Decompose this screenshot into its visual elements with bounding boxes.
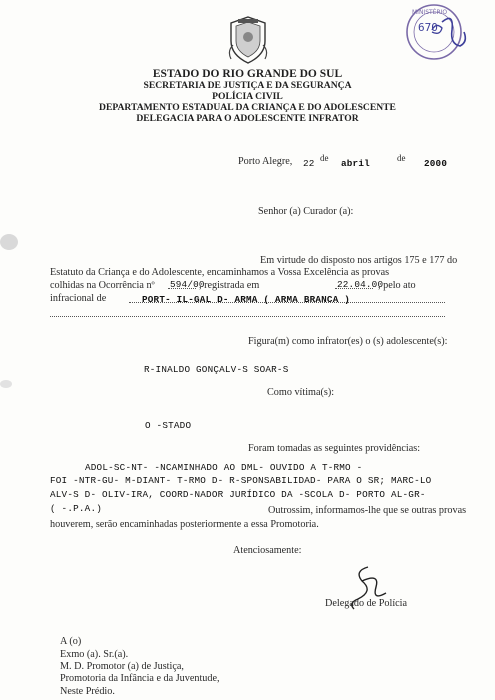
header-secretariat: SECRETARIA DE JUSTIÇA E DA SEGURANÇA <box>143 80 352 91</box>
measures-label: Foram tomadas as seguintes providências: <box>248 443 421 454</box>
date-day: 22 <box>303 158 315 169</box>
date-de-2: de <box>397 153 406 163</box>
closing-line-2: houverem, serão encaminhadas posteriormente a essa Promotoria. <box>50 519 319 530</box>
body-line-3a: colhidas na Ocorrência nº <box>50 280 155 291</box>
svg-text:MINISTÉRIO: MINISTÉRIO <box>412 9 448 16</box>
recipient-line-4: Promotoria da Infância e da Juventude, <box>60 673 220 684</box>
body-line-1: Em virtude do disposto nos artigos 175 e 177 do <box>260 255 458 266</box>
header-state: ESTADO DO RIO GRANDE DO SUL <box>152 68 343 80</box>
body-line-4a: infracional de <box>50 293 107 304</box>
date-year: 2000 <box>424 158 448 169</box>
header-department: DEPARTAMENTO ESTADUAL DA CRIANÇA E DO ADOLESCENTE <box>99 102 396 113</box>
occurrence-number: 594/00 <box>170 279 205 290</box>
infractors-label: Figura(m) como infrator(es) o (s) adolescente(s): <box>248 336 448 347</box>
date-month: abril <box>341 158 370 169</box>
stamp-number: 670 <box>418 21 438 34</box>
coat-of-arms-icon <box>225 15 271 65</box>
header-delegacia: DELEGACIA PARA O ADOLESCENTE INFRATOR <box>136 113 359 124</box>
registered-date: 22.04.00 <box>337 279 384 290</box>
body-line-3c: , pelo ato <box>378 280 416 291</box>
regards: Atenciosamente: <box>233 545 302 556</box>
header-police: POLÍCIA CIVIL <box>212 91 283 102</box>
body-line-2: Estatuto da Criança e do Adolescente, encaminhamos a Vossa Excelência as provas <box>50 267 390 278</box>
victim-name: O -STADO <box>145 420 192 431</box>
date-city: Porto Alegre, <box>238 156 293 167</box>
closing-line-1: Outrossim, informamos-lhe que se outras provas <box>268 505 467 516</box>
punch-hole-mark <box>0 234 18 250</box>
measures-line-4: ( -.P.A.) <box>50 503 103 514</box>
measures-line-2: FOI -NTR-GU- M-DIANT- T-RMO D- R-SPONSABILIDAD- PARA O SR; MARC-LO <box>50 475 432 486</box>
punch-hole-mark <box>0 380 12 388</box>
recipient-line-2: Exmo (a). Sr.(a). <box>60 649 129 660</box>
measures-line-3: ALV-S D- OLIV-IRA, COORD-NADOR JURÍDICO DA -SCOLA D- PORTO AL-GR- <box>50 489 426 500</box>
victims-label: Como vítima(s): <box>267 387 335 398</box>
infractor-name: R-INALDO GONÇALV-S SOAR-S <box>144 364 289 375</box>
date-de-1: de <box>320 153 329 163</box>
body-line-3b: , registrada em <box>199 280 260 291</box>
salutation: Senhor (a) Curador (a): <box>258 206 354 217</box>
measures-line-1: ADOL-SC-NT- -NCAMINHADO AO DML- OUVIDO A T-RMO - <box>85 462 363 473</box>
recipient-line-1: A (o) <box>60 636 82 647</box>
recipient-line-5: Neste Prédio. <box>60 686 115 697</box>
recipient-line-3: M. D. Promotor (a) de Justiça, <box>60 661 184 672</box>
signer-title: Delegado de Polícia <box>325 598 408 609</box>
infraction: PORT- IL-GAL D- ARMA ( ARMA BRANCA ) <box>142 294 351 305</box>
